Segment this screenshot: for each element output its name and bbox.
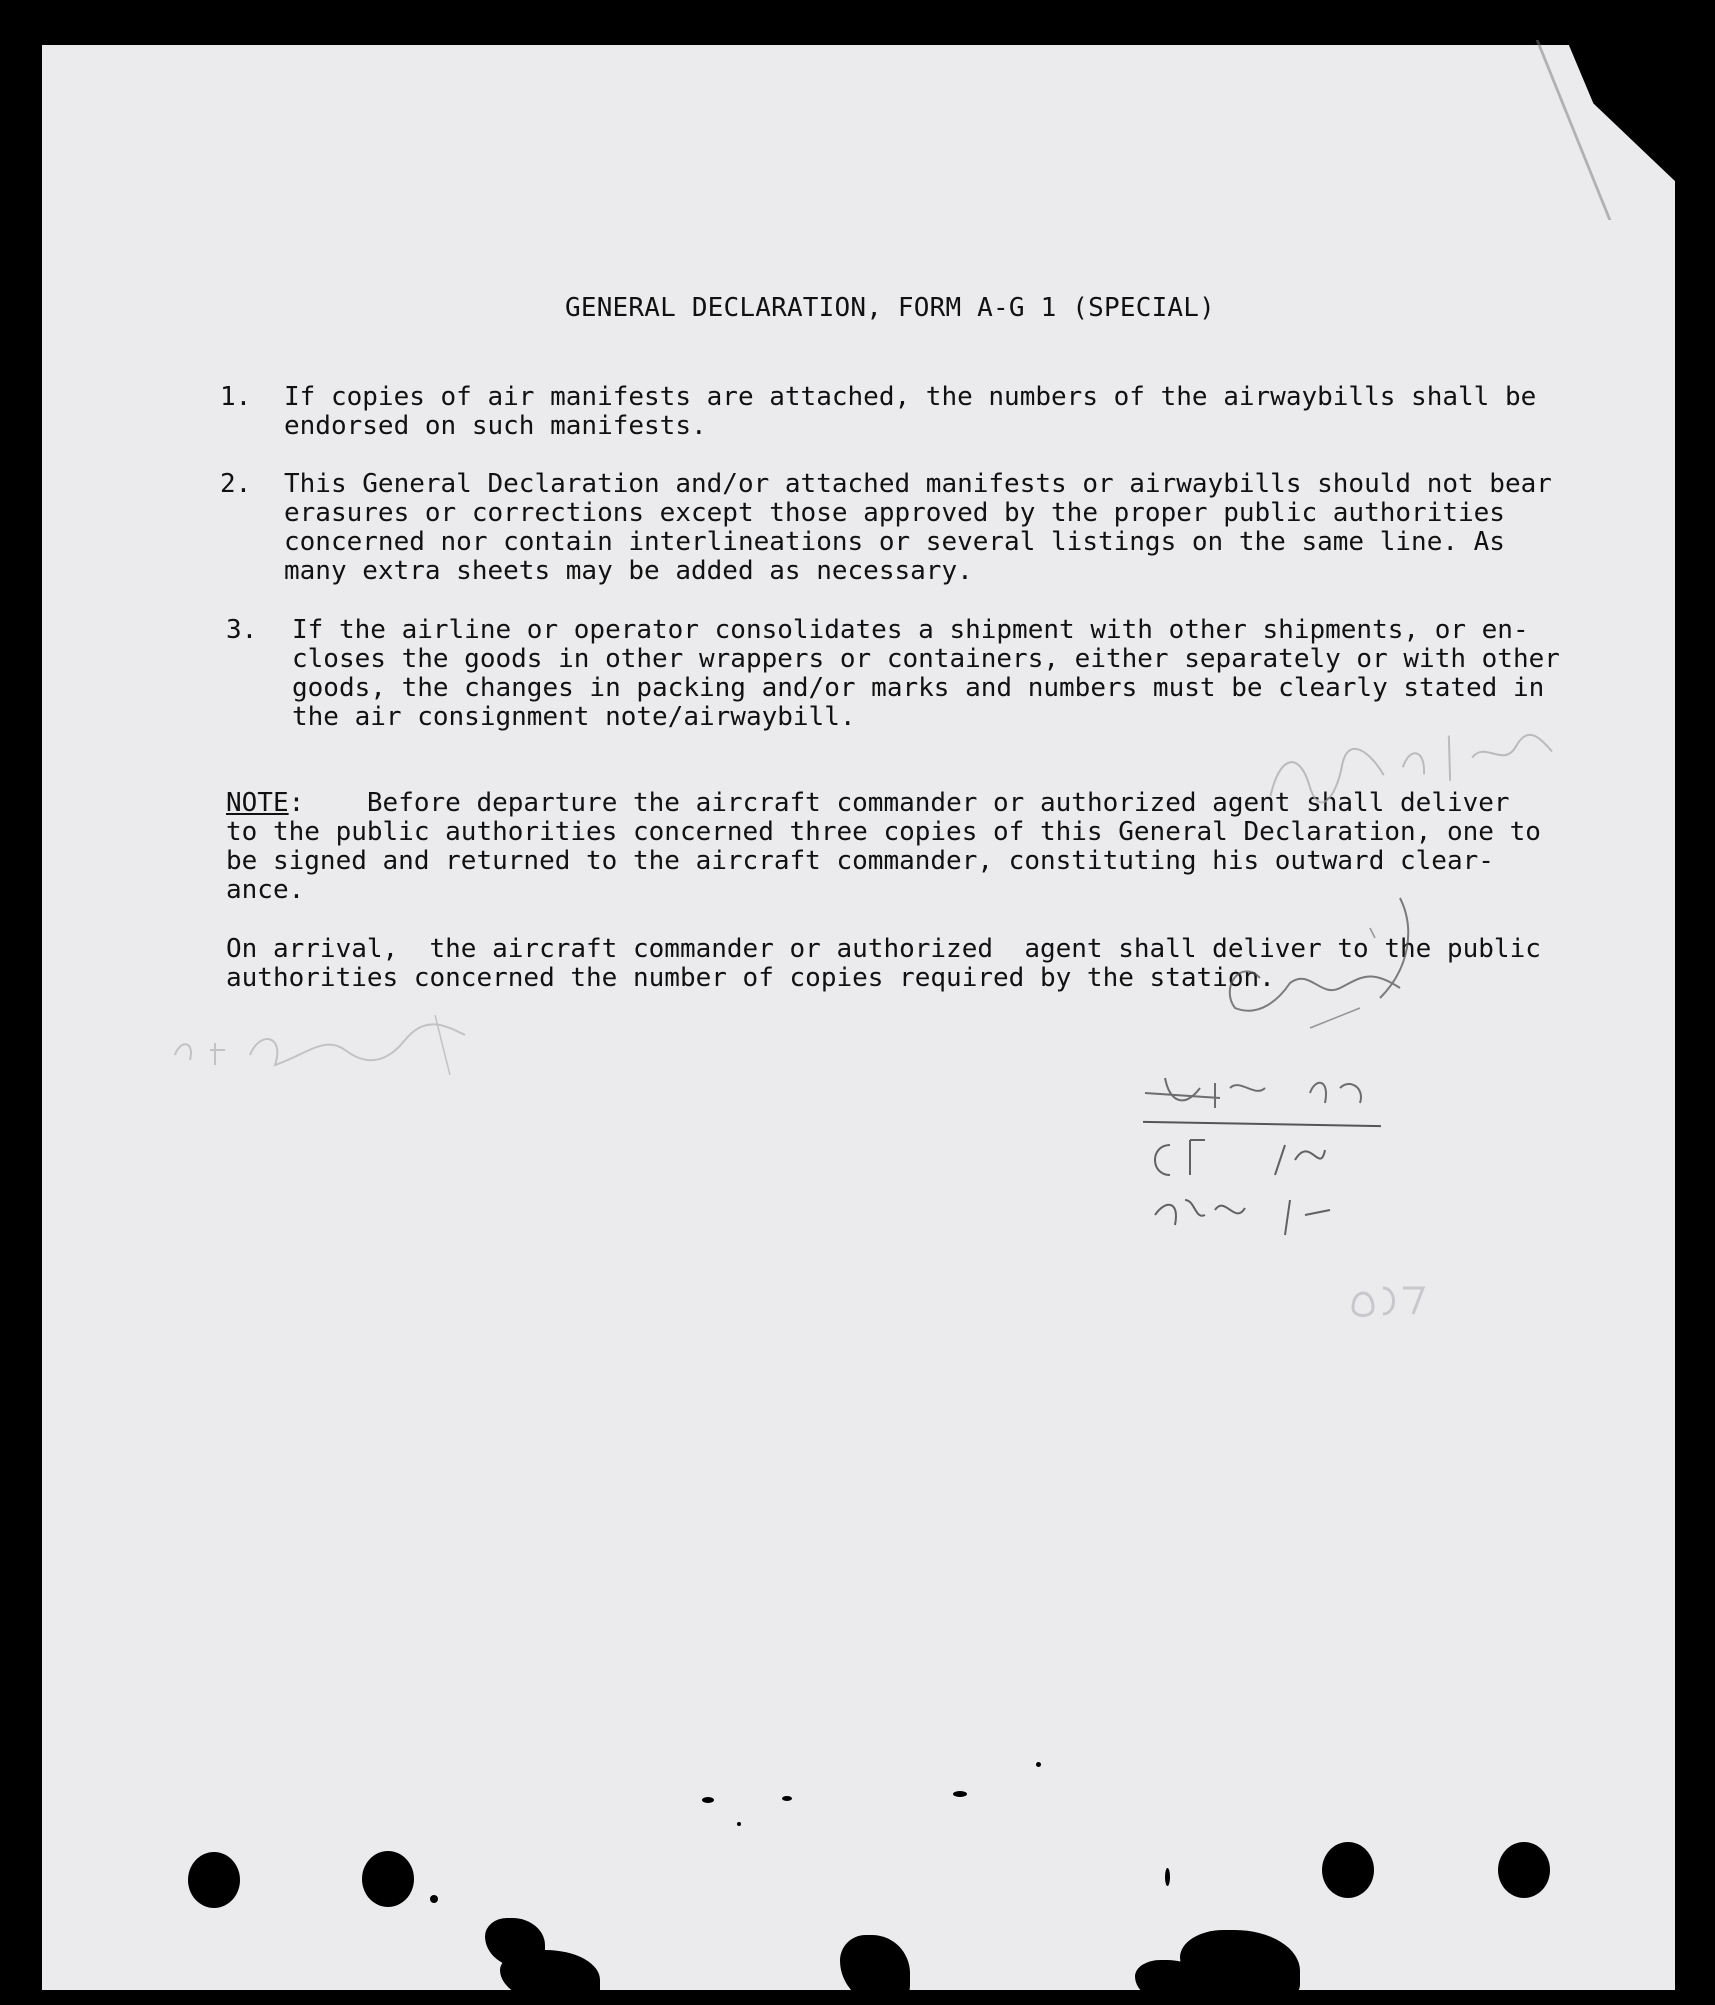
note-line: to the public authorities concerned three copies of this General Declaration, one to bbox=[226, 817, 1541, 847]
note-label: NOTE bbox=[226, 788, 289, 818]
punch-hole bbox=[362, 1851, 414, 1907]
handwritten-scribble bbox=[1140, 1058, 1380, 1128]
ink-speck bbox=[953, 1791, 967, 1797]
handwritten-scribble bbox=[1145, 1130, 1385, 1240]
bleed-through-number bbox=[1345, 1278, 1435, 1318]
item-line: concerned nor contain interlineations or several listings on the same line. As bbox=[284, 527, 1505, 557]
punch-hole bbox=[188, 1852, 240, 1908]
handwritten-scribble bbox=[1200, 888, 1460, 1048]
ink-speck bbox=[430, 1895, 438, 1903]
item-line: many extra sheets may be added as necessary. bbox=[284, 556, 973, 586]
item-line: goods, the changes in packing and/or marks and numbers must be clearly stated in bbox=[292, 673, 1545, 703]
ink-speck bbox=[702, 1797, 714, 1803]
item-number: 3. bbox=[226, 615, 258, 645]
document-title: GENERAL DECLARATION, FORM A-G 1 (SPECIAL) bbox=[565, 293, 1215, 323]
punch-hole bbox=[1498, 1842, 1550, 1898]
item-body bbox=[284, 470, 1552, 586]
item-line: If the airline or operator consolidates a shipment with other shipments, or en- bbox=[292, 615, 1529, 645]
ink-speck bbox=[737, 1822, 741, 1826]
ink-speck bbox=[782, 1796, 792, 1801]
item-line: the air consignment note/airwaybill. bbox=[292, 702, 856, 732]
item-line: If copies of air manifests are attached, the numbers of the airwaybills shall be bbox=[284, 382, 1537, 412]
note-first-line-text: : Before departure the aircraft commander or authorized agent shall deliver bbox=[288, 788, 1510, 818]
arrival-line: authorities concerned the number of copies required by the station. bbox=[226, 963, 1275, 993]
item-body bbox=[284, 383, 1536, 441]
handwritten-scribble bbox=[165, 995, 485, 1085]
item-number: 2. bbox=[220, 469, 252, 499]
item-line: This General Declaration and/or attached manifests or airwaybills should not bear bbox=[284, 469, 1552, 499]
note-line: be signed and returned to the aircraft commander, constituting his outward clear- bbox=[226, 846, 1494, 876]
item-line: endorsed on such manifests. bbox=[284, 411, 707, 441]
item-line: closes the goods in other wrappers or containers, either separately or with other bbox=[292, 644, 1560, 674]
ink-speck bbox=[1036, 1762, 1041, 1767]
arrival-line: On arrival, the aircraft commander or authorized agent shall deliver to the public bbox=[226, 934, 1541, 964]
item-line: erasures or corrections except those approved by the proper public authorities bbox=[284, 498, 1505, 528]
ink-speck bbox=[1165, 1868, 1170, 1886]
item-number: 1. bbox=[220, 382, 252, 412]
note-line: ance. bbox=[226, 875, 305, 905]
item-body bbox=[292, 616, 1560, 732]
edge-damage bbox=[1135, 1960, 1205, 2005]
punch-hole bbox=[1322, 1842, 1374, 1898]
